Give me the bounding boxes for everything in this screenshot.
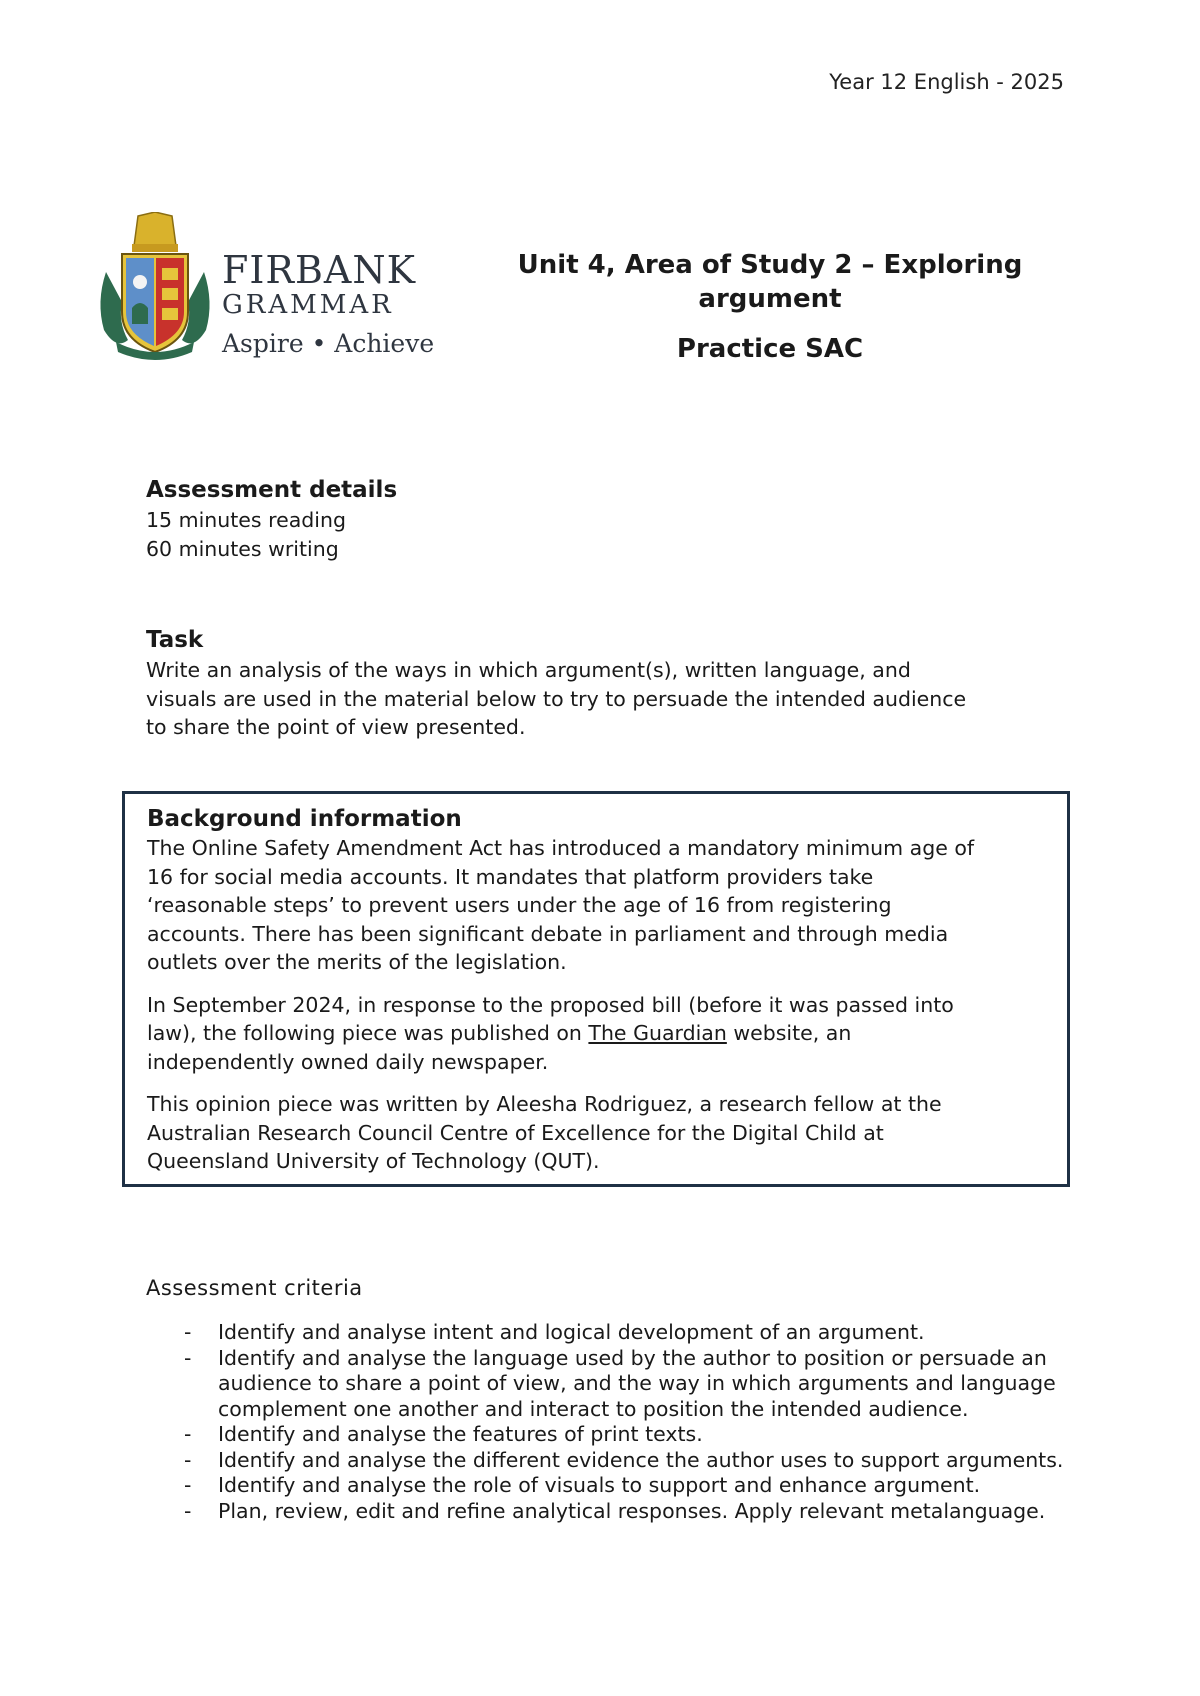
list-item: - Identify and analyse the role of visuals to support and enhance argument. (184, 1473, 1084, 1499)
course-year-header: Year 12 English - 2025 (829, 70, 1064, 94)
document-subtitle: Practice SAC (676, 334, 864, 364)
task-line: visuals are used in the material below to try to persuade the intended audience (146, 686, 967, 711)
logo-motto: Aspire • Achieve (222, 329, 435, 358)
logo-subtitle: GRAMMAR (222, 290, 394, 320)
list-item: - Plan, review, edit and refine analytical responses. Apply relevant metalanguage. (184, 1499, 1084, 1525)
background-paragraph-3: This opinion piece was written by Aleesha Rodriguez, a research fellow at the Australian Research Council Centre of Excellence for the Digital Child at Queensland University of Technology (QUT). (147, 1092, 942, 1173)
task-line: to share the point of view presented. (146, 715, 526, 739)
list-item: - Identify and analyse the language used by the author to position or persuade an audience to share a point of view, and the way in which arguments and language complement one another and interact to position the intended audience. (184, 1346, 1084, 1423)
reading-time: 15 minutes reading (146, 508, 346, 532)
document-title: Unit 4, Area of Study 2 – Exploring argument (517, 250, 1023, 314)
list-item: - Identify and analyse the features of print texts. (184, 1422, 1084, 1448)
task-line: Write an analysis of the ways in which argument(s), written language, and (146, 658, 911, 682)
school-crest-icon (96, 212, 214, 362)
writing-time: 60 minutes writing (146, 536, 339, 561)
guardian-link[interactable]: The Guardian (588, 1021, 727, 1045)
logo-name: FIRBANK (222, 248, 416, 292)
assessment-criteria-heading: Assessment criteria (146, 1276, 363, 1300)
assessment-details-heading: Assessment details (146, 477, 398, 503)
assessment-details-section (146, 474, 1066, 563)
list-item: - Identify and analyse intent and logical development of an argument. (184, 1320, 1084, 1346)
background-paragraph-1: The Online Safety Amendment Act has introduced a mandatory minimum age of 16 for social media accounts. It mandates that platform providers take ‘reasonable steps’ to prevent users under the age of 16 from registering accounts. There has been significant debate in parliament and through media outlets over the merits of the legislation. (147, 836, 975, 974)
list-item: - Identify and analyse the different evidence the author uses to support arguments. (184, 1448, 1084, 1474)
assessment-criteria-list (184, 1320, 1084, 1524)
background-information-box (122, 791, 1070, 1187)
background-heading: Background information (147, 806, 462, 832)
school-logo (96, 212, 436, 364)
task-section (146, 624, 1066, 742)
task-heading: Task (146, 627, 204, 653)
background-paragraph-2: In September 2024, in response to the proposed bill (before it was passed into law), the following piece was published on The Guardian website, an independently owned daily newspaper. (147, 992, 954, 1074)
